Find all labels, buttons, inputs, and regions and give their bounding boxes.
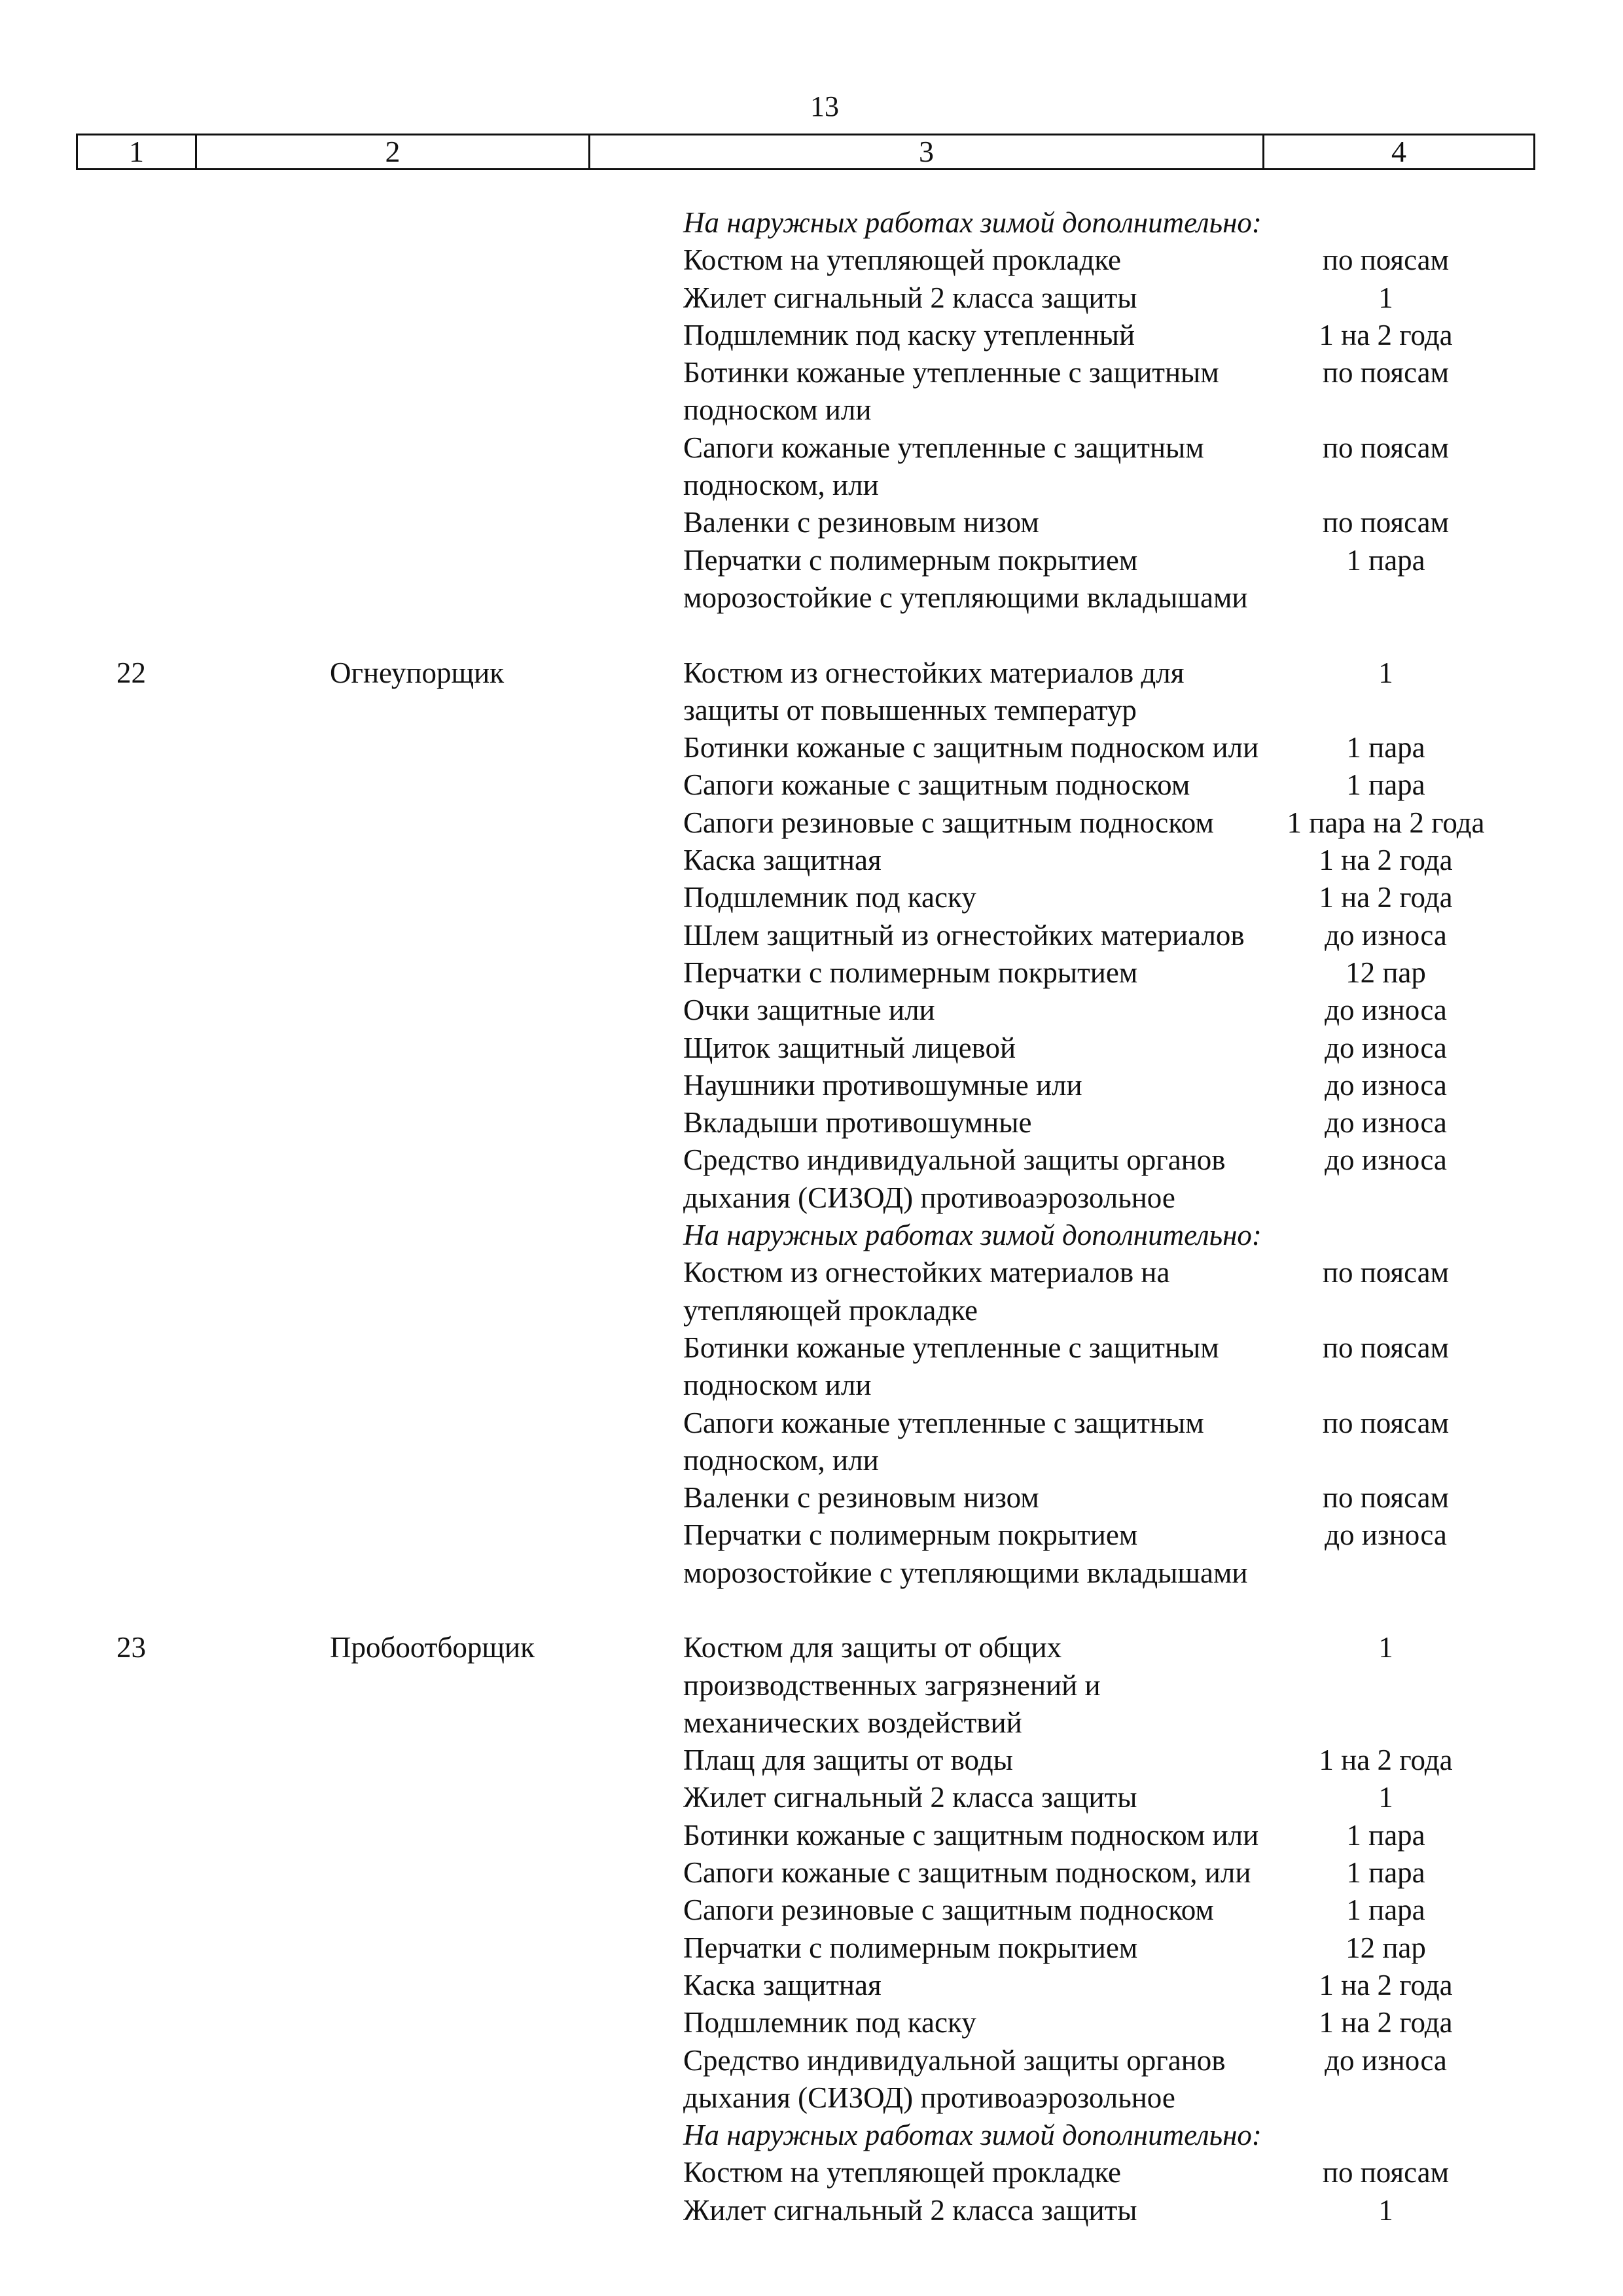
profession-name — [195, 1704, 588, 1742]
table-row — [76, 1329, 1535, 1367]
row-number — [76, 804, 195, 842]
row-number — [76, 542, 195, 579]
table-row — [76, 1929, 1535, 1967]
row-number — [76, 766, 195, 804]
ppe-item: утепляющей прокладке — [683, 1293, 978, 1327]
profession-name — [195, 391, 588, 429]
issue-norm — [1262, 1554, 1535, 1592]
ppe-item: Шлем защитный из огнестойких материалов — [683, 918, 1245, 952]
row-number — [76, 242, 195, 279]
row-number — [76, 1479, 195, 1516]
issue-norm: 1 пара — [1346, 1893, 1425, 1927]
table-body — [76, 204, 1535, 2229]
profession-name — [195, 917, 588, 954]
row-number: 23 — [116, 1631, 146, 1664]
row-number — [76, 1854, 195, 1892]
profession-name — [195, 1779, 588, 1816]
table-row — [76, 954, 1535, 992]
profession-name — [195, 579, 588, 617]
row-spacer — [76, 617, 1535, 654]
issue-norm: до износа — [1325, 1518, 1447, 1552]
profession-name — [195, 692, 588, 729]
row-number — [76, 1067, 195, 1104]
row-number — [76, 917, 195, 954]
table-row — [76, 1405, 1535, 1442]
ppe-item: Жилет сигнальный 2 класса защиты — [683, 2193, 1137, 2227]
issue-norm: 1 пара на 2 года — [1287, 806, 1485, 839]
profession-name — [195, 1967, 588, 2004]
profession-name — [195, 1442, 588, 1479]
row-number — [76, 692, 195, 729]
ppe-item: Ботинки кожаные утепленные с защитным — [683, 1331, 1219, 1364]
issue-norm: по поясам — [1322, 1406, 1450, 1439]
table-row — [76, 2154, 1535, 2191]
profession-name: Огнеупорщик — [330, 656, 505, 689]
table-row — [76, 2117, 1535, 2154]
profession-name — [195, 804, 588, 842]
issue-norm — [1262, 204, 1535, 242]
row-number — [76, 1779, 195, 1816]
ppe-item: Костюм на утепляющей прокладке — [683, 2156, 1122, 2189]
profession-name — [195, 766, 588, 804]
row-number — [76, 467, 195, 504]
issue-norm: по поясам — [1322, 506, 1450, 539]
table-row — [76, 1892, 1535, 1929]
header-col-1: 1 — [78, 135, 197, 168]
issue-norm: 1 на 2 года — [1319, 2006, 1453, 2039]
row-number — [76, 1405, 195, 1442]
profession-name — [195, 879, 588, 916]
table-row — [76, 242, 1535, 279]
issue-norm: до износа — [1325, 994, 1447, 1027]
row-number — [76, 504, 195, 541]
profession-name — [195, 1667, 588, 1704]
table-row — [76, 1967, 1535, 2004]
issue-norm: по поясам — [1322, 1481, 1450, 1515]
row-number — [76, 1516, 195, 1554]
row-number — [76, 354, 195, 391]
issue-norm: 1 пара — [1346, 731, 1425, 764]
issue-norm: до износа — [1325, 1143, 1447, 1177]
ppe-item: Подшлемник под каску утепленный — [683, 318, 1135, 351]
ppe-item: Перчатки с полимерным покрытием — [683, 543, 1138, 577]
profession-name — [195, 2004, 588, 2041]
row-number — [76, 2042, 195, 2079]
row-number — [76, 1179, 195, 1217]
row-number — [76, 2004, 195, 2041]
ppe-item: Костюм на утепляющей прокладке — [683, 243, 1122, 277]
issue-norm: 1 пара — [1346, 543, 1425, 577]
issue-norm: по поясам — [1322, 356, 1450, 389]
profession-name — [195, 729, 588, 766]
ppe-item: Жилет сигнальный 2 класса защиты — [683, 281, 1137, 314]
table-row — [76, 504, 1535, 541]
issue-norm: до износа — [1325, 1031, 1447, 1064]
issue-norm: до износа — [1325, 1106, 1447, 1139]
profession-name — [195, 2117, 588, 2154]
profession-name — [195, 2192, 588, 2229]
profession-name — [195, 317, 588, 354]
issue-norm: 1 на 2 года — [1319, 844, 1453, 877]
header-col-3: 3 — [590, 135, 1264, 168]
issue-norm: 1 — [1378, 2193, 1393, 2227]
issue-norm: 1 пара — [1346, 1818, 1425, 1852]
row-number — [76, 317, 195, 354]
table-row — [76, 279, 1535, 317]
profession-name — [195, 1554, 588, 1592]
ppe-item: Сапоги кожаные утепленные с защитным — [683, 1406, 1204, 1439]
issue-norm: по поясам — [1322, 431, 1450, 464]
ppe-item: Средство индивидуальной защиты органов — [683, 2043, 1226, 2077]
issue-norm: по поясам — [1322, 2156, 1450, 2189]
table-row — [76, 879, 1535, 916]
issue-norm: 1 — [1378, 281, 1393, 314]
ppe-item: Сапоги кожаные с защитным подноском, или — [683, 1856, 1251, 1890]
ppe-item: Валенки с резиновым низом — [683, 506, 1039, 539]
table-row — [76, 766, 1535, 804]
header-col-2: 2 — [197, 135, 590, 168]
profession-name — [195, 429, 588, 467]
row-number — [76, 954, 195, 992]
issue-norm — [1262, 1442, 1535, 1479]
profession-name — [195, 1854, 588, 1892]
profession-name — [195, 1104, 588, 1141]
profession-name — [195, 2154, 588, 2191]
table-row — [76, 2079, 1535, 2117]
row-number — [76, 842, 195, 879]
issue-norm — [1262, 1667, 1535, 1704]
table-row — [76, 842, 1535, 879]
table-row — [76, 1104, 1535, 1141]
row-number — [76, 1742, 195, 1779]
row-number — [76, 279, 195, 317]
issue-norm — [1262, 1367, 1535, 1404]
table-row — [76, 1554, 1535, 1592]
table-row — [76, 1817, 1535, 1854]
row-number: 22 — [116, 656, 146, 689]
profession-name — [195, 1030, 588, 1067]
table-row — [76, 467, 1535, 504]
table-row — [76, 317, 1535, 354]
profession-name — [195, 504, 588, 541]
table-header — [76, 134, 1535, 170]
ppe-item: Плащ для защиты от воды — [683, 1744, 1013, 1777]
ppe-item: механических воздействий — [683, 1706, 1022, 1739]
profession-name — [195, 204, 588, 242]
table-row — [76, 1179, 1535, 1217]
ppe-item: Жилет сигнальный 2 класса защиты — [683, 1781, 1137, 1814]
issue-norm: до износа — [1325, 2043, 1447, 2077]
row-number — [76, 1929, 195, 1967]
profession-name — [195, 1179, 588, 1217]
issue-norm: 1 — [1378, 1781, 1393, 1814]
issue-norm: до износа — [1325, 1068, 1447, 1102]
row-number — [76, 1442, 195, 1479]
row-number — [76, 2117, 195, 2154]
profession-name — [195, 279, 588, 317]
ppe-item: Валенки с резиновым низом — [683, 1481, 1039, 1515]
profession-name: Пробоотборщик — [330, 1631, 535, 1664]
row-number — [76, 2154, 195, 2191]
table-row — [76, 729, 1535, 766]
profession-name — [195, 2042, 588, 2079]
row-number — [76, 879, 195, 916]
ppe-item: Подшлемник под каску — [683, 881, 976, 914]
ppe-item: Костюм из огнестойких материалов для — [683, 656, 1185, 689]
table-row — [76, 204, 1535, 242]
row-number — [76, 1254, 195, 1291]
row-number — [76, 1329, 195, 1367]
ppe-item: Подшлемник под каску — [683, 2006, 976, 2039]
issue-norm: 1 на 2 года — [1319, 881, 1453, 914]
row-number — [76, 1367, 195, 1404]
table-row — [76, 917, 1535, 954]
issue-norm — [1262, 1292, 1535, 1329]
issue-norm — [1262, 579, 1535, 617]
ppe-item: подноском или — [683, 1369, 872, 1402]
issue-norm: по поясам — [1322, 1256, 1450, 1289]
ppe-item: На наружных работах зимой дополнительно: — [683, 2119, 1262, 2152]
table-row — [76, 804, 1535, 842]
table-row — [76, 1629, 1535, 1666]
ppe-item: Костюм из огнестойких материалов на — [683, 1256, 1170, 1289]
issue-norm: по поясам — [1322, 1331, 1450, 1364]
issue-norm: 1 на 2 года — [1319, 1744, 1453, 1777]
page-number: 13 — [810, 90, 839, 122]
issue-norm — [1262, 467, 1535, 504]
row-number — [76, 579, 195, 617]
issue-norm — [1262, 2117, 1535, 2154]
profession-name — [195, 2079, 588, 2117]
table-row — [76, 1667, 1535, 1704]
profession-name — [195, 992, 588, 1029]
ppe-item: Перчатки с полимерным покрытием — [683, 1518, 1138, 1552]
table-row — [76, 2042, 1535, 2079]
ppe-item: дыхания (СИЗОД) противоаэрозольное — [683, 2081, 1175, 2114]
ppe-item: Сапоги кожаные утепленные с защитным — [683, 431, 1204, 464]
profession-name — [195, 542, 588, 579]
ppe-item: Перчатки с полимерным покрытием — [683, 956, 1138, 989]
ppe-item: Ботинки кожаные с защитным подноском или — [683, 1818, 1259, 1852]
row-number — [76, 2079, 195, 2117]
profession-name — [195, 1292, 588, 1329]
ppe-item: Ботинки кожаные утепленные с защитным — [683, 356, 1219, 389]
row-spacer — [76, 1592, 1535, 1629]
issue-norm — [1262, 1179, 1535, 1217]
ppe-item: защиты от повышенных температур — [683, 693, 1137, 726]
profession-name — [195, 242, 588, 279]
profession-name — [195, 1516, 588, 1554]
row-number — [76, 429, 195, 467]
profession-name — [195, 467, 588, 504]
table-row — [76, 579, 1535, 617]
profession-name — [195, 1367, 588, 1404]
row-number — [76, 1141, 195, 1179]
issue-norm — [1262, 391, 1535, 429]
issue-norm: по поясам — [1322, 243, 1450, 277]
ppe-item: подноском, или — [683, 1443, 879, 1477]
profession-name — [195, 1892, 588, 1929]
table-row — [76, 992, 1535, 1029]
profession-name — [195, 954, 588, 992]
issue-norm: 12 пар — [1346, 1931, 1426, 1964]
table-row — [76, 1779, 1535, 1816]
profession-name — [195, 1405, 588, 1442]
ppe-item: производственных загрязнений и — [683, 1668, 1101, 1702]
ppe-item: подноском, или — [683, 469, 879, 502]
issue-norm — [1262, 1217, 1535, 1254]
profession-name — [195, 1217, 588, 1254]
row-number — [76, 1030, 195, 1067]
row-number — [76, 391, 195, 429]
row-number — [76, 1217, 195, 1254]
row-number — [76, 1817, 195, 1854]
issue-norm: 1 пара — [1346, 768, 1425, 802]
table-row — [76, 1030, 1535, 1067]
ppe-item: Сапоги кожаные с защитным подноском — [683, 768, 1190, 802]
table-row — [76, 1854, 1535, 1892]
ppe-item: Щиток защитный лицевой — [683, 1031, 1016, 1064]
row-number — [76, 1292, 195, 1329]
issue-norm: 1 на 2 года — [1319, 318, 1453, 351]
row-number — [76, 1554, 195, 1592]
table-row — [76, 391, 1535, 429]
row-number — [76, 992, 195, 1029]
profession-name — [195, 1817, 588, 1854]
profession-name — [195, 1254, 588, 1291]
ppe-item: дыхания (СИЗОД) противоаэрозольное — [683, 1181, 1175, 1214]
row-number — [76, 2192, 195, 2229]
issue-norm — [1262, 1704, 1535, 1742]
ppe-item: Ботинки кожаные с защитным подноском или — [683, 731, 1259, 764]
table-row — [76, 1704, 1535, 1742]
ppe-item: подноском или — [683, 393, 872, 427]
profession-name — [195, 1329, 588, 1367]
ppe-item: Каска защитная — [683, 844, 882, 877]
row-number — [76, 204, 195, 242]
table-row — [76, 429, 1535, 467]
table-row — [76, 1217, 1535, 1254]
ppe-item: Наушники противошумные или — [683, 1068, 1082, 1102]
table-row — [76, 692, 1535, 729]
table-row — [76, 354, 1535, 391]
row-number — [76, 1967, 195, 2004]
row-number — [76, 729, 195, 766]
issue-norm: до износа — [1325, 918, 1447, 952]
table-row — [76, 1742, 1535, 1779]
profession-name — [195, 1141, 588, 1179]
row-number — [76, 1704, 195, 1742]
table-row — [76, 2004, 1535, 2041]
table-row — [76, 1141, 1535, 1179]
table-row — [76, 1254, 1535, 1291]
table-row — [76, 1067, 1535, 1104]
ppe-item: морозостойкие с утепляющими вкладышами — [683, 581, 1248, 614]
ppe-item: Очки защитные или — [683, 994, 935, 1027]
profession-name — [195, 354, 588, 391]
ppe-item: На наружных работах зимой дополнительно: — [683, 1219, 1262, 1252]
profession-name — [195, 1479, 588, 1516]
table-row — [76, 542, 1535, 579]
ppe-item: На наружных работах зимой дополнительно: — [683, 206, 1262, 239]
row-number — [76, 1892, 195, 1929]
issue-norm — [1262, 692, 1535, 729]
issue-norm — [1262, 2079, 1535, 2117]
ppe-item: морозостойкие с утепляющими вкладышами — [683, 1556, 1248, 1589]
ppe-item: Средство индивидуальной защиты органов — [683, 1143, 1226, 1177]
row-number — [76, 1667, 195, 1704]
profession-name — [195, 1742, 588, 1779]
ppe-item: Костюм для защиты от общих — [683, 1631, 1062, 1664]
profession-name — [195, 1067, 588, 1104]
ppe-item: Вкладыши противошумные — [683, 1106, 1032, 1139]
table-row — [76, 1516, 1535, 1554]
profession-name — [195, 842, 588, 879]
table-row — [76, 1442, 1535, 1479]
ppe-item: Перчатки с полимерным покрытием — [683, 1931, 1138, 1964]
header-col-4: 4 — [1391, 135, 1406, 168]
ppe-item: Сапоги резиновые с защитным подноском — [683, 806, 1214, 839]
issue-norm: 1 на 2 года — [1319, 1968, 1453, 2001]
profession-name — [195, 1929, 588, 1967]
issue-norm: 1 пара — [1346, 1856, 1425, 1890]
ppe-item: Каска защитная — [683, 1968, 882, 2001]
row-number — [76, 1104, 195, 1141]
table-row — [76, 655, 1535, 692]
issue-norm: 12 пар — [1346, 956, 1426, 989]
table-row — [76, 1292, 1535, 1329]
table-row — [76, 2192, 1535, 2229]
issue-norm: 1 — [1378, 656, 1393, 689]
table-row — [76, 1479, 1535, 1516]
issue-norm: 1 — [1378, 1631, 1393, 1664]
ppe-item: Сапоги резиновые с защитным подноском — [683, 1893, 1214, 1927]
table-row — [76, 1367, 1535, 1404]
